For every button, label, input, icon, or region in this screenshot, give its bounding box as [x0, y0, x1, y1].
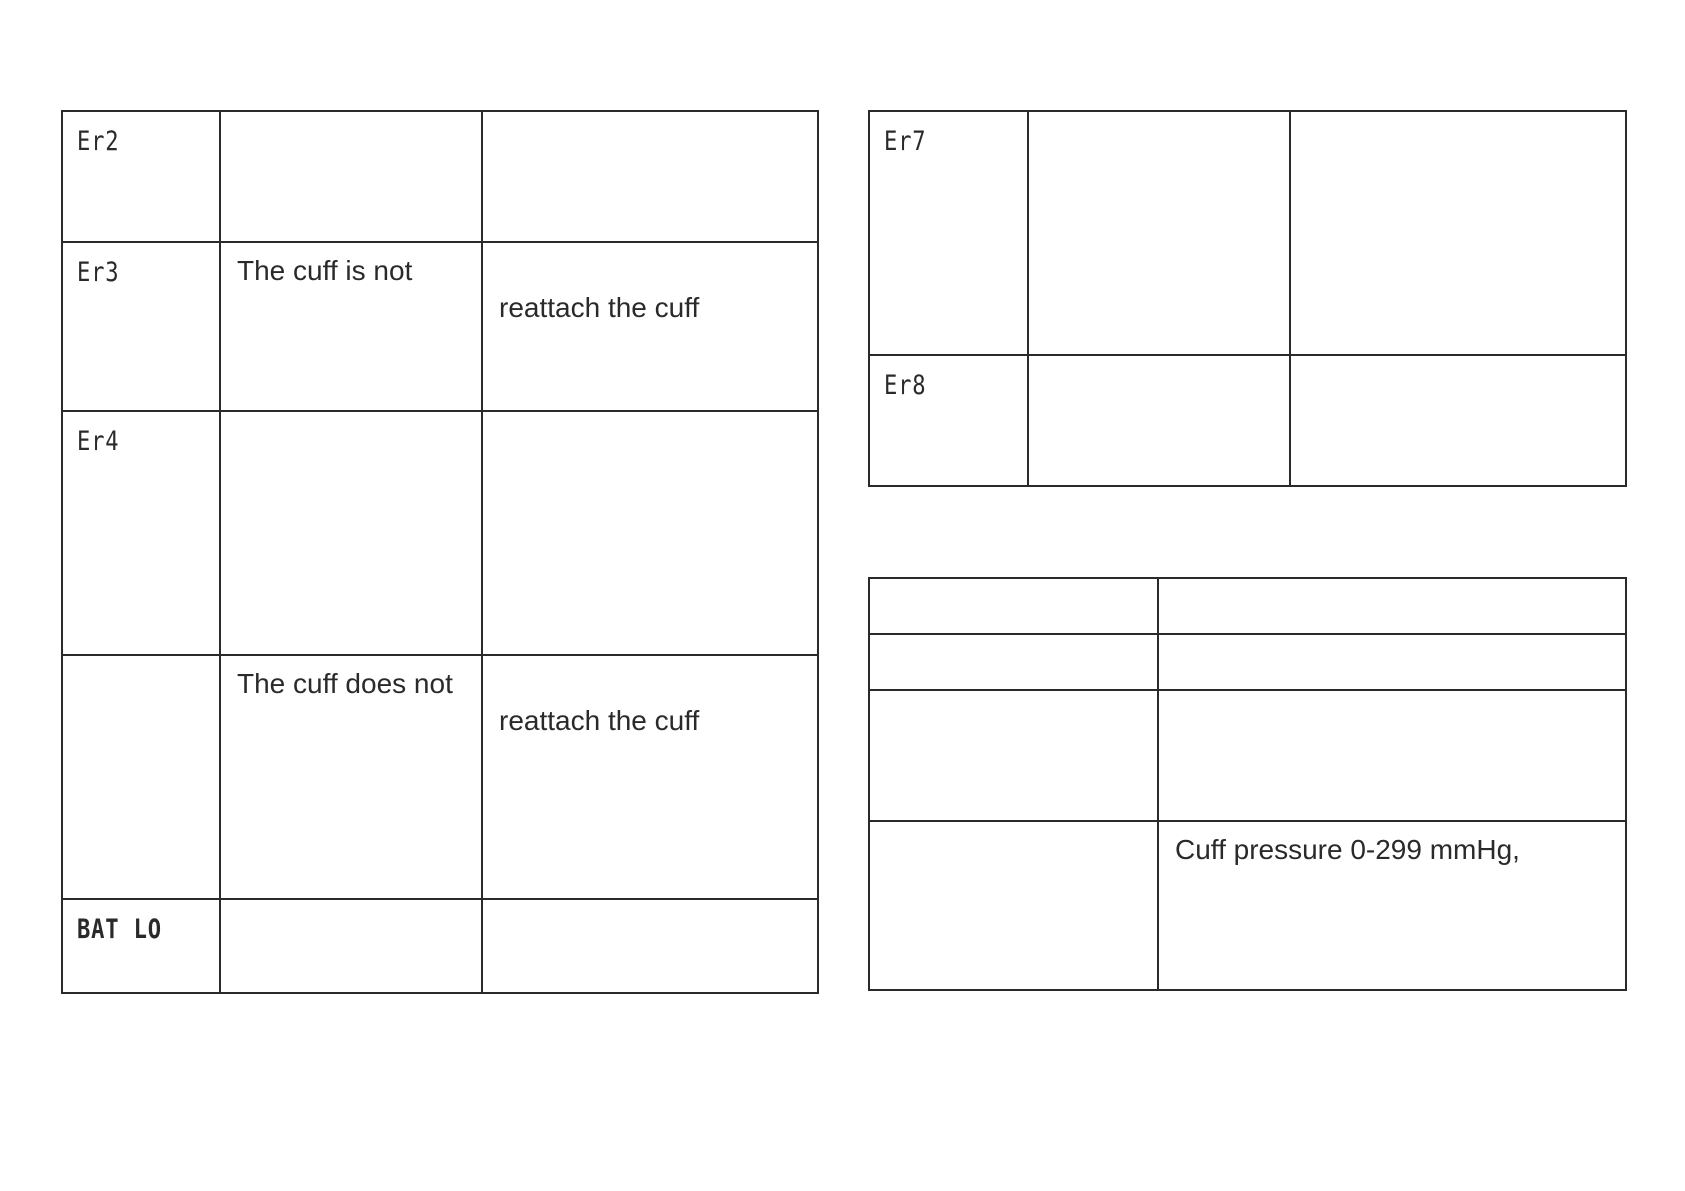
error-table-right	[868, 110, 1627, 487]
error-table-left	[61, 110, 819, 994]
error-code-cell	[62, 655, 220, 899]
error-code-cell	[869, 355, 1028, 486]
error-remedy-cell	[482, 899, 818, 993]
error-code: Er8	[884, 370, 927, 401]
error-remedy: reattach the cuff	[499, 705, 700, 736]
error-remedy-cell	[1290, 111, 1626, 355]
spec-value-cell	[1158, 578, 1626, 634]
spec-label-cell	[869, 690, 1158, 821]
spec-value-cell	[1158, 821, 1626, 990]
error-code: Er4	[77, 426, 120, 457]
error-remedy-cell	[1290, 355, 1626, 486]
error-cause-cell	[1028, 355, 1290, 486]
error-row-bat-lo	[62, 899, 818, 993]
spec-label-cell	[869, 634, 1158, 690]
error-remedy-cell	[482, 655, 818, 899]
spec-row	[869, 634, 1626, 690]
error-remedy-cell	[482, 242, 818, 411]
error-row-er8	[869, 355, 1626, 486]
spec-value-cell	[1158, 690, 1626, 821]
error-code-cell	[62, 899, 220, 993]
error-cause-cell	[220, 899, 482, 993]
spec-value: Cuff pressure 0-299 mmHg,	[1175, 834, 1520, 865]
spec-label-cell	[869, 578, 1158, 634]
error-row-er7	[869, 111, 1626, 355]
error-cause-cell	[220, 111, 482, 242]
error-remedy: reattach the cuff	[499, 292, 700, 323]
error-row-er2	[62, 111, 818, 242]
error-row-cuff	[62, 655, 818, 899]
error-cause-cell	[220, 242, 482, 411]
error-code-cell	[869, 111, 1028, 355]
error-code: Er7	[884, 126, 927, 157]
error-code-cell	[62, 111, 220, 242]
error-row-er4	[62, 411, 818, 655]
spec-label-cell	[869, 821, 1158, 990]
error-remedy-cell	[482, 111, 818, 242]
spec-row	[869, 690, 1626, 821]
error-cause: The cuff does not	[237, 668, 453, 699]
spec-value-cell	[1158, 634, 1626, 690]
error-cause-cell	[220, 655, 482, 899]
error-code: Er2	[77, 126, 120, 157]
spec-table	[868, 577, 1627, 991]
error-cause-cell	[220, 411, 482, 655]
error-code-cell	[62, 242, 220, 411]
error-cause-cell	[1028, 111, 1290, 355]
error-cause: The cuff is not	[237, 255, 413, 286]
spec-row	[869, 578, 1626, 634]
spec-row	[869, 821, 1626, 990]
error-code: Er3	[77, 257, 120, 288]
error-row-er3	[62, 242, 818, 411]
error-remedy-cell	[482, 411, 818, 655]
error-code: BAT LO	[77, 914, 162, 945]
error-code-cell	[62, 411, 220, 655]
